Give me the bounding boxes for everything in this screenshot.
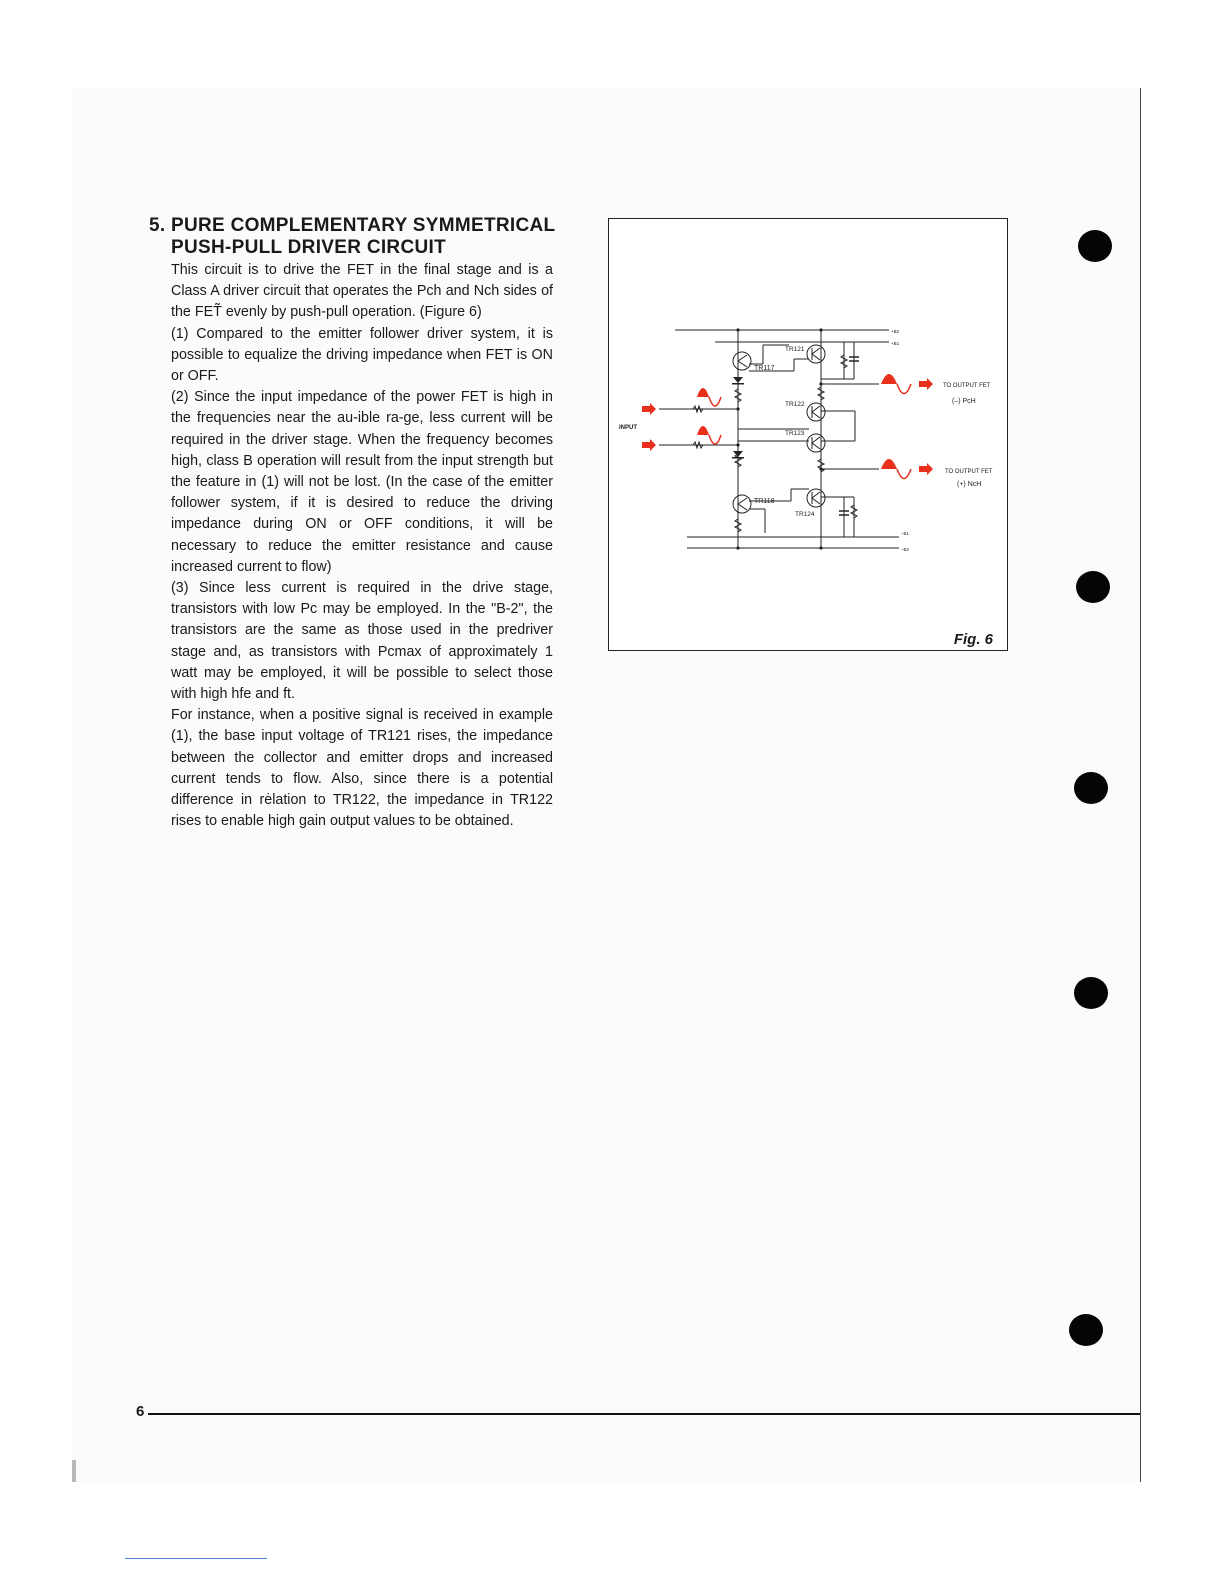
binder-hole-5 xyxy=(1069,1314,1103,1346)
page-number: 6 xyxy=(136,1403,145,1420)
paragraph-intro: This circuit is to drive the FET in the final stage and is a Class A driver circuit that operates the Pch and Nch sides of the FET̃ evenly by push-pull operation. (Figure 6) xyxy=(171,262,553,321)
input-arrow-bottom xyxy=(642,439,656,451)
rail-label-b2-bottom: –B2 xyxy=(901,547,910,552)
output-pch-line1: TO OUTPUT FET xyxy=(943,383,991,389)
label-tr123: TR123 xyxy=(785,430,805,437)
label-tr121: TR121 xyxy=(785,346,805,353)
binder-hole-4 xyxy=(1074,977,1108,1009)
figure-caption: Fig. 6 xyxy=(953,631,993,648)
scan-mark xyxy=(72,1460,76,1482)
tr117-symbol xyxy=(733,352,751,370)
output-pch-line2: (–) PcH xyxy=(952,398,976,405)
tr124-symbol xyxy=(807,489,825,507)
circuit-wiring xyxy=(659,330,899,548)
body-text xyxy=(171,260,553,832)
binder-hole-3 xyxy=(1074,772,1108,804)
input-arrow-top xyxy=(642,403,656,415)
binder-hole-1 xyxy=(1078,230,1112,262)
section-title-line1: PURE COMPLEMENTARY SYMMETRICAL xyxy=(171,215,556,236)
rail-label-b1-top: +B1 xyxy=(891,341,900,346)
resistors xyxy=(693,355,857,532)
label-tr124: TR124 xyxy=(795,511,815,518)
tr118-symbol xyxy=(733,495,751,513)
paragraph-example: For instance, when a positive signal is received in example (1), the base input voltage of TR121 rises, the impedance between the collector and emitter drops and increased current tends to flow. Also, since there is a potential difference in rėlation to TR122, the impedance in TR122 rises to enable high gain output values to be obtained. xyxy=(171,707,553,830)
signal-waveforms xyxy=(697,374,911,479)
link-underline xyxy=(125,1558,267,1559)
input-label: INPUT xyxy=(619,425,637,431)
output-arrow-nch xyxy=(919,463,933,475)
paragraph-point-1: (1) Compared to the emitter follower driver system, it is possible to equalize the driving impedance when FET is ON or OFF. xyxy=(171,325,553,385)
tr122-symbol xyxy=(807,403,825,421)
footer-rule xyxy=(148,1413,1140,1415)
output-nch-line1: TO OUTPUT FET xyxy=(945,469,993,475)
output-arrow-pch xyxy=(919,378,933,390)
section-title-line2: PUSH-PULL DRIVER CIRCUIT xyxy=(171,237,446,258)
label-tr118: TR118 xyxy=(754,498,775,505)
output-nch-line2: (+) NcH xyxy=(957,481,982,488)
paragraph-point-3: (3) Since less current is required in the drive stage, transistors with low Pc may be employed. In the "B-2", the transistors are the same as those used in the predriver stage and, as transistors with Pcmax of approximately 1 watt may be employed, it will be possible to select those with high hfe and ft. xyxy=(171,580,553,703)
section-heading xyxy=(149,215,569,259)
tr121-symbol xyxy=(807,345,825,363)
binder-hole-2 xyxy=(1076,571,1110,603)
circuit-diagram xyxy=(609,219,1009,652)
paragraph-point-2: (2) Since the input impedance of the power FET is high in the frequencies near the au-ible ra-ge, less current will be required in the driver stage. When the frequency becomes high, class B operation will result from the input strength but the feature in (1) will not be lost. (In the case of the emitter follower system, if it is desired to reduce the driving impedance during ON or OFF conditions, it will be necessary to reduce the emitter resistance and cause increased current to flow) xyxy=(171,389,553,575)
rail-label-b1-bottom: –B1 xyxy=(901,531,910,536)
rail-label-b2-top: +B2 xyxy=(891,329,900,334)
page-edge-line xyxy=(1140,88,1141,1482)
tr123-symbol xyxy=(807,434,825,452)
label-tr117: TR117 xyxy=(754,365,775,372)
figure-6-box xyxy=(608,218,1008,651)
label-tr122: TR122 xyxy=(785,401,805,408)
capacitors xyxy=(839,357,859,515)
section-number: 5. xyxy=(149,215,166,236)
